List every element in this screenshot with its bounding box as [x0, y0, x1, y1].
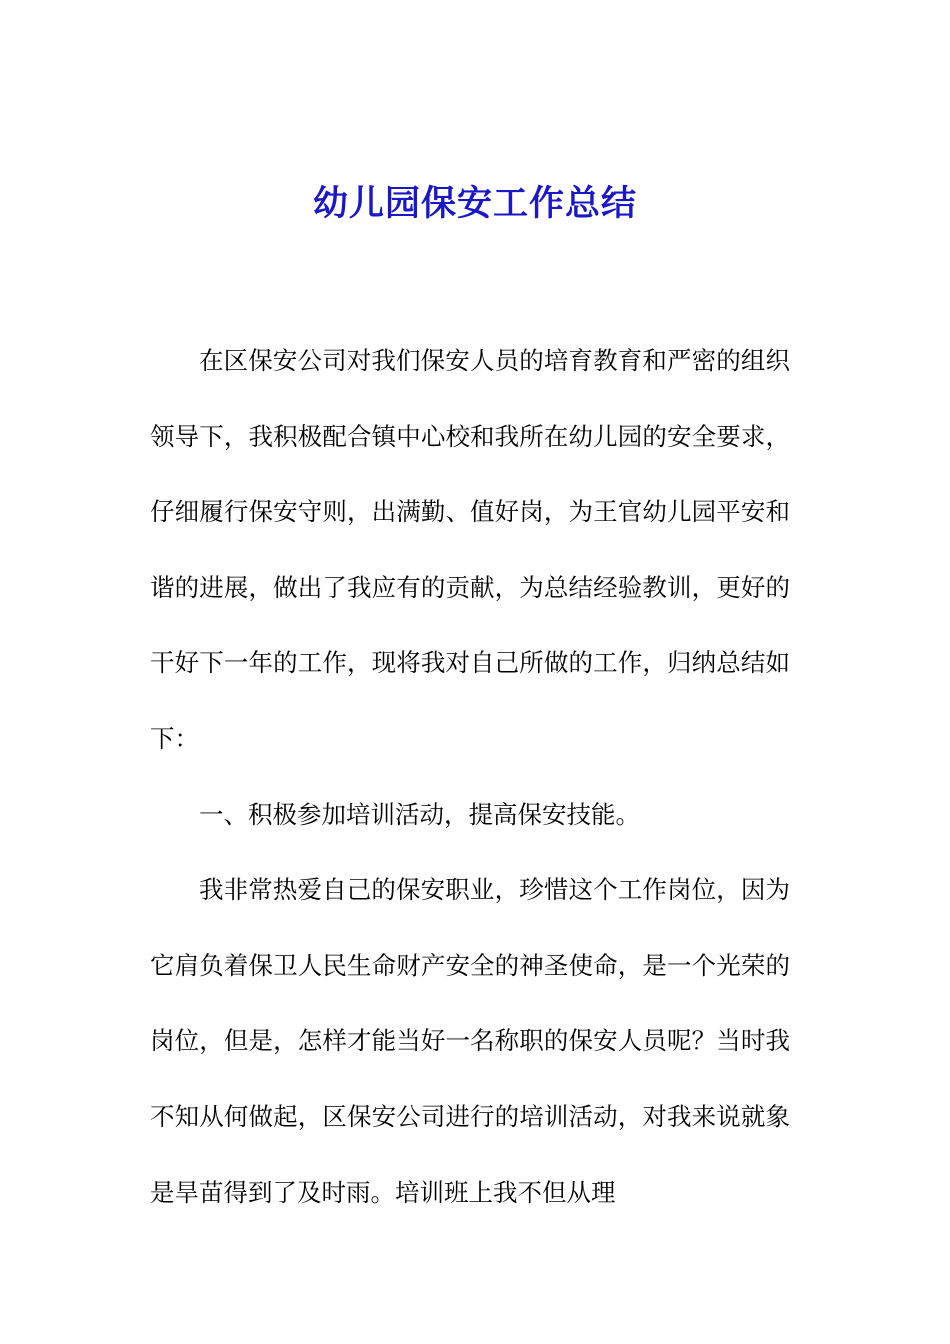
paragraph-section-heading: 一、积极参加培训活动，提高保安技能。: [199, 799, 640, 829]
document-body: [150, 323, 790, 1230]
paragraph-training: 我非常热爱自己的保安职业，珍惜这个工作岗位，因为它肩负着保卫人民生命财产安全的神圣使命，是一个光荣的岗位，但是，怎样才能当好一名称职的保安人员呢？当时我不知从何做起，区保安公司进行的培训活动，对我来说就象是旱苗得到了及时雨。培训班上我不但从理: [150, 875, 790, 1207]
paragraph-intro: 在区保安公司对我们保安人员的培育教育和严密的组织领导下，我积极配合镇中心校和我所在幼儿园的安全要求，仔细履行保安守则，出满勤、值好岗，为王官幼儿园平安和谐的进展，做出了我应有的贡献，为总结经验教训，更好的干好下一年的工作，现将我对自己所做的工作，归纳总结如下：: [150, 346, 790, 753]
document-title: 幼儿园保安工作总结: [312, 184, 637, 224]
